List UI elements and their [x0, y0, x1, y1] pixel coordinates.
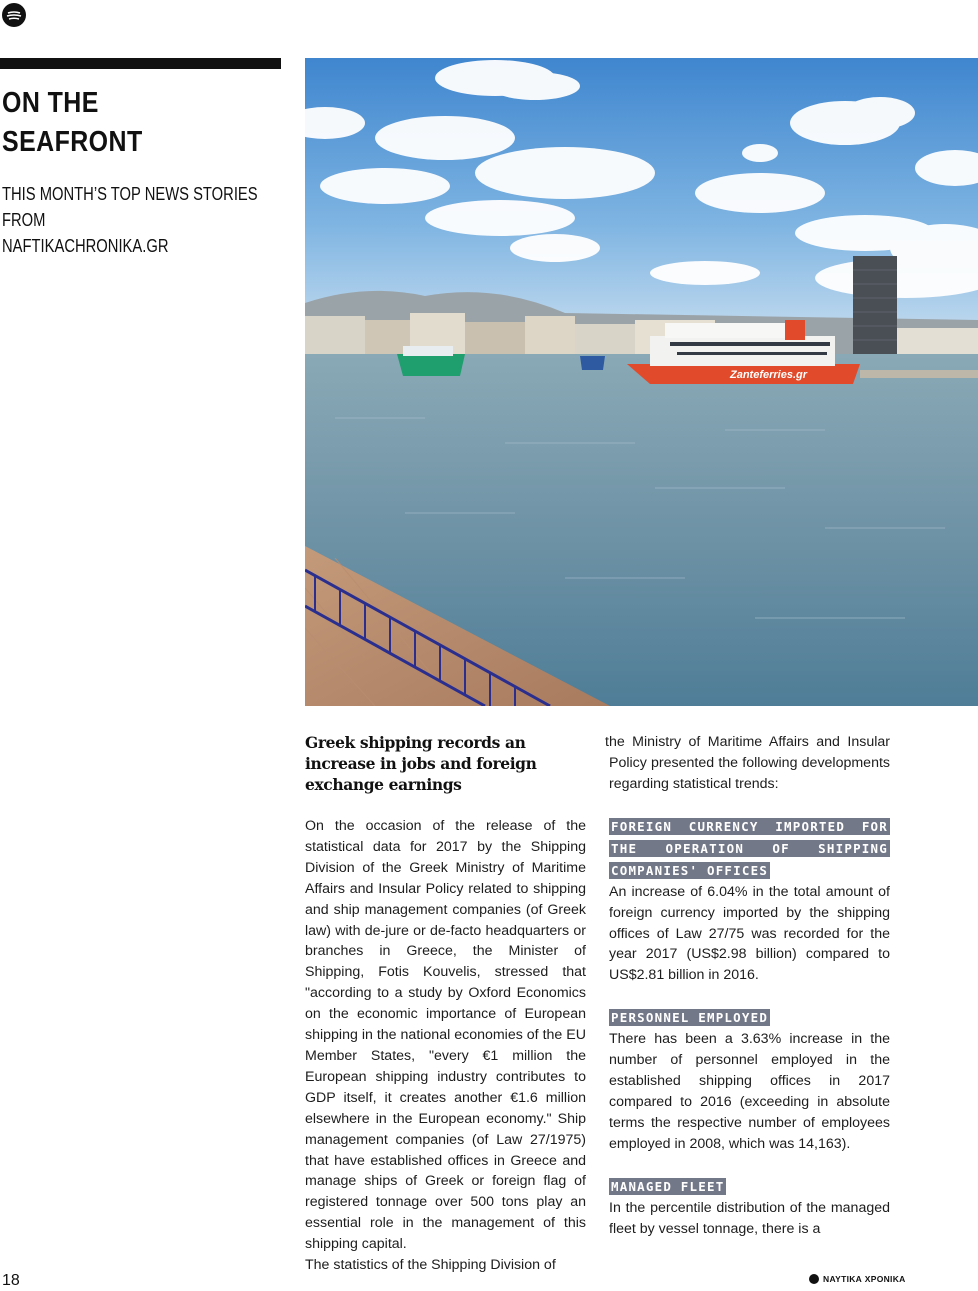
brand-logo-icon [809, 1274, 819, 1284]
article-column-right [605, 732, 890, 1240]
article-headline: Greek shipping records an increase in jobs and foreign exchange earnings [305, 733, 537, 794]
section-text-personnel: There has been a 3.63% increase in the number of personnel employed in the established shipping offices in 2017 compared to 2016 (exceeding in absolute terms the respective number of employees employed in 2008, which was 14,163). [609, 1031, 890, 1152]
section-subtitle: THIS MONTH’S TOP NEWS STORIES FROM NAFTIKACHRONIKA.GR [2, 184, 258, 256]
section-label-foreign-currency: FOREIGN CURRENCY IMPORTED FOR THE OPERATION OF SHIPPING COMPANIES' OFFICES [611, 818, 888, 878]
footer-brand [809, 1274, 906, 1284]
article-continuation: The statistics of the Shipping Division of [305, 1257, 556, 1274]
ship-name-label: Zanteferries.gr [730, 369, 808, 381]
publication-logo-icon [2, 3, 26, 27]
harbor-photo [305, 58, 978, 706]
article-column-left [305, 816, 586, 1276]
section-title: ON THE SEAFRONT [2, 87, 143, 158]
section-label-personnel: PERSONNEL EMPLOYED [611, 1010, 769, 1026]
section-rule [0, 58, 281, 69]
article-continuation-rest: the Ministry of Maritime Affairs and Insular Policy presented the following developments regarding statistical trends: [605, 734, 890, 792]
page-number: 18 [2, 1272, 20, 1289]
section-text-managed-fleet: In the percentile distribution of the managed fleet by vessel tonnage, there is a [609, 1199, 890, 1237]
section-text-foreign-currency: An increase of 6.04% in the total amount of foreign currency imported by the shipping offices of Law 27/75 was recorded for the year 2017 (US$2.98 billion) compared to US$2.81 billion in 2016. [609, 883, 890, 984]
article-intro: On the occasion of the release of the statistical data for 2017 by the Shipping Division of the Greek Ministry of Maritime Affairs and Insular Policy related to shipping and ship management companies (of Greek law) with de-jure or de-facto headquarters or branches in Greece, the Minister of Shipping, Fotis Kouvelis, stressed that "according to a study by Oxford Economics on the economic importance of European shipping in the national economies of the EU Member States, "every €1 million the European shipping industry contributes to GDP itself, it creates another €1.6 million elsewhere in the European economy." Ship management companies (of Law 27/1975) that have established offices in Greece and manage ships of Greek or foreign flag of registered tonnage over 500 tons play an essential role in the management of this shipping capital. [305, 818, 586, 1253]
section-label-managed-fleet: MANAGED FLEET [611, 1178, 725, 1194]
footer-brand-name: ΝΑΥΤΙΚΑ ΧΡΟΝΙΚΑ [823, 1274, 906, 1284]
